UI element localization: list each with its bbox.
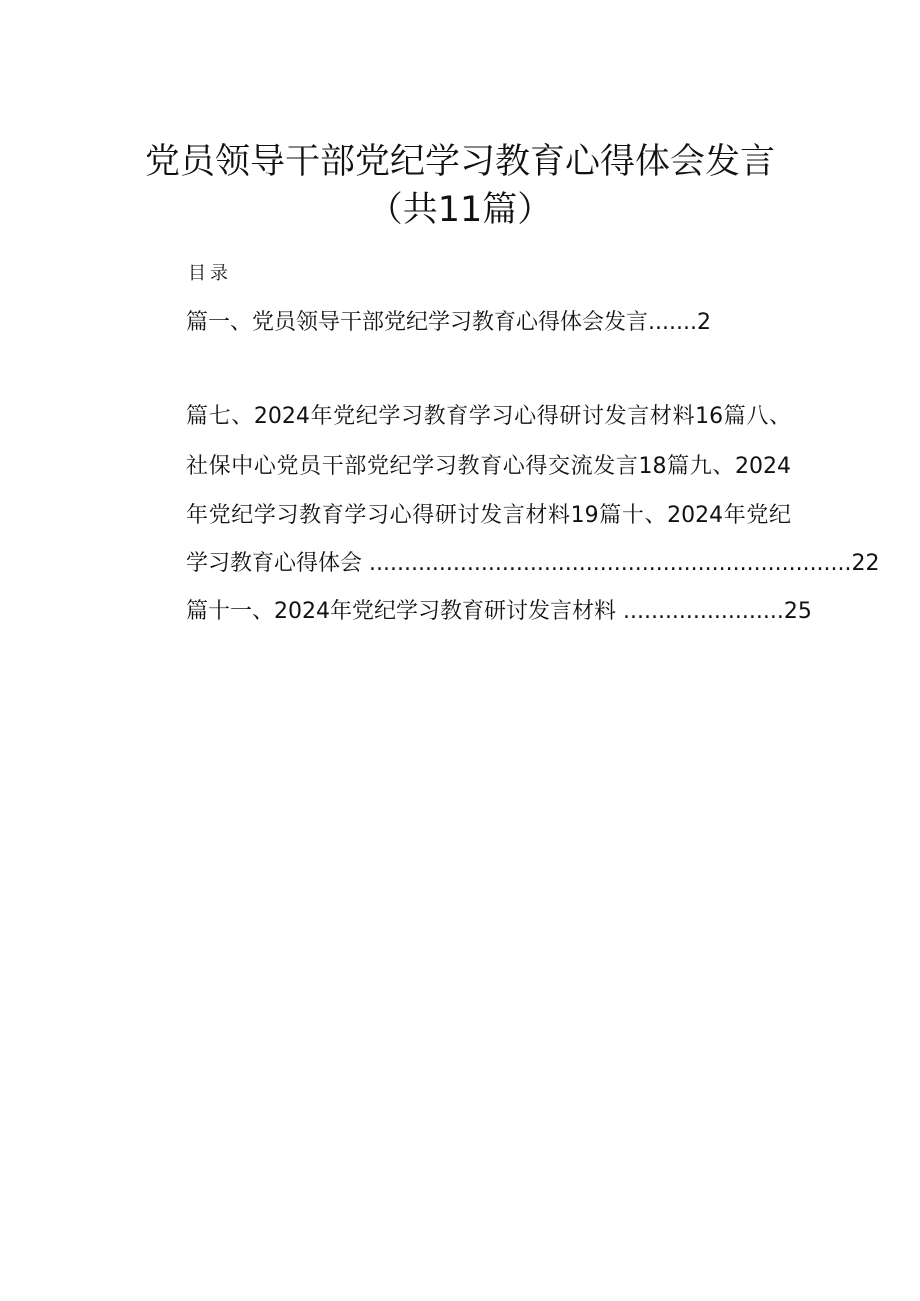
toc-entry[interactable]: 篇十一、2024年党纪学习教育研讨发言材料 .......................25 — [186, 599, 812, 624]
toc-heading: 目录 — [188, 263, 232, 284]
toc-entry[interactable]: 学习教育心得体会 .....................................................................22 — [186, 551, 880, 576]
document-title: 党员领导干部党纪学习教育心得体会发言 — [144, 142, 775, 182]
toc-entry[interactable]: 社保中心党员干部党纪学习教育心得交流发言18篇九、2024 — [186, 454, 791, 479]
toc-entry[interactable]: 篇七、2024年党纪学习教育学习心得研讨发言材料16篇八、 — [186, 404, 791, 429]
document-subtitle-count: （共11篇） — [367, 190, 553, 230]
toc-entry[interactable]: 篇一、党员领导干部党纪学习教育心得体会发言.......2 — [186, 310, 711, 335]
toc-entry[interactable]: 年党纪学习教育学习心得研讨发言材料19篇十、2024年党纪 — [186, 503, 791, 528]
